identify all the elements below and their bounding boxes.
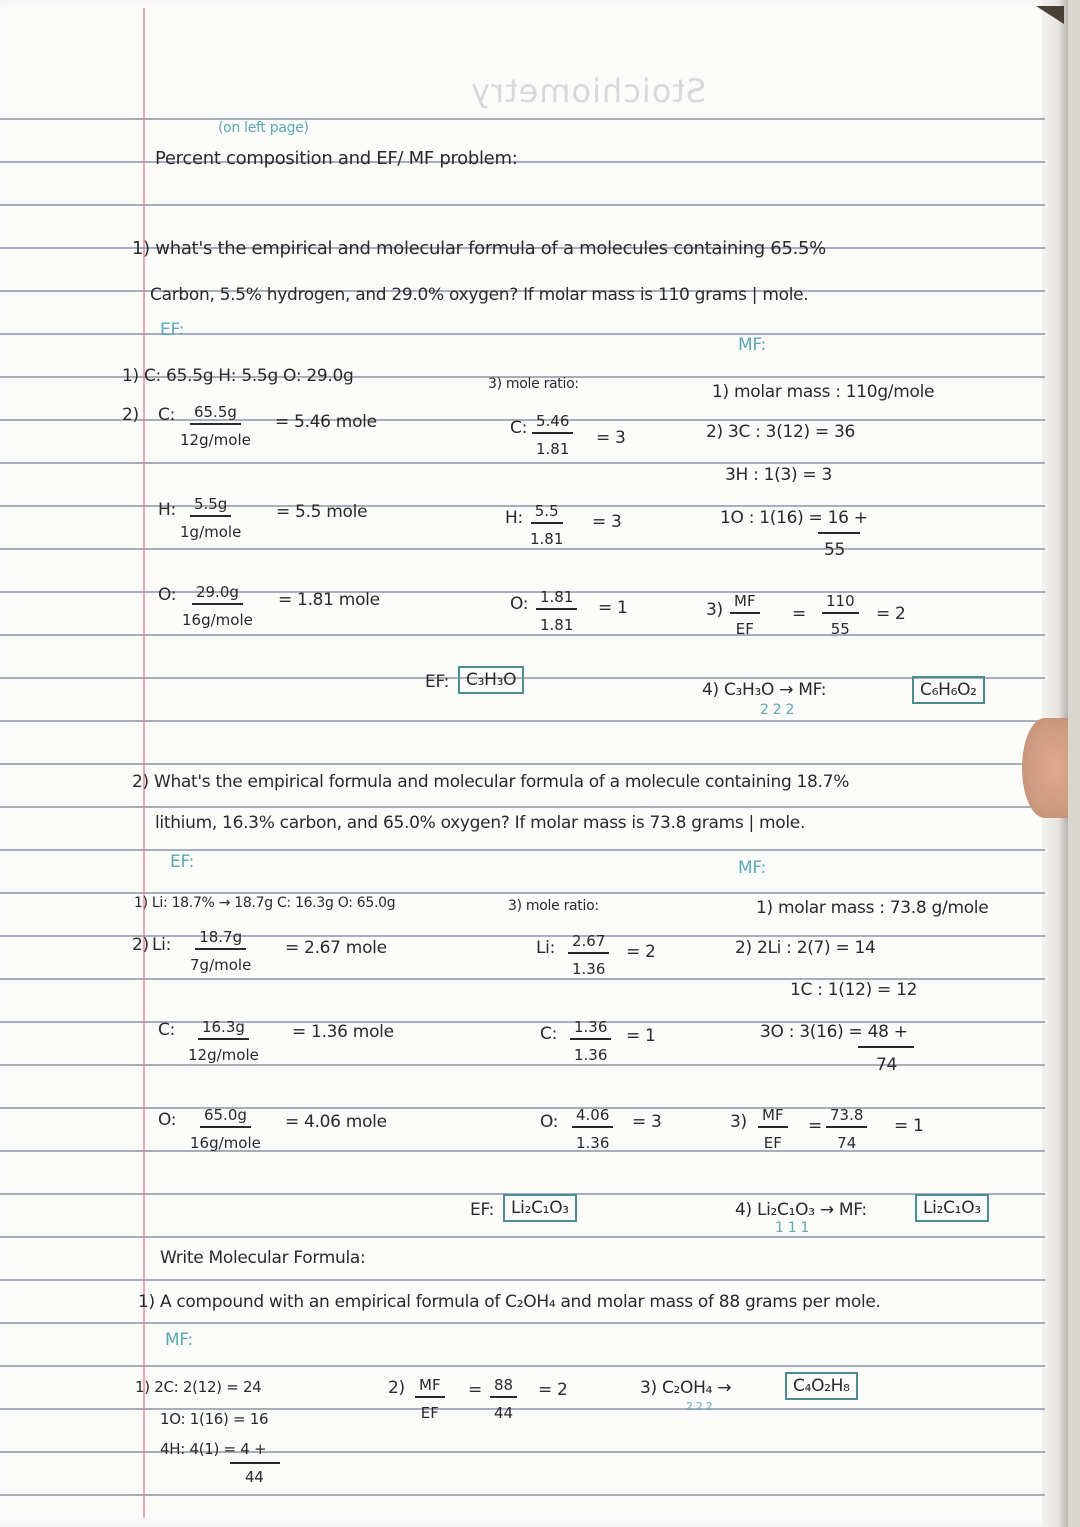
p3-step2-prefix: 2) <box>388 1378 405 1398</box>
p1-mole-o-el: O: <box>158 585 177 605</box>
p2-ratio-c-fraction: $\frac{1.36}{1.36}$ <box>570 1018 611 1064</box>
ruled-line <box>0 892 1045 894</box>
p2-mole-li-el: Li: <box>152 935 172 955</box>
p3-mf-result-box: C₄O₂H₈ <box>785 1372 858 1400</box>
p2-ratio-c-result: = 1 <box>626 1026 656 1046</box>
p2-mf-step2b: 1C : 1(12) = 12 <box>790 980 918 1000</box>
p1-ratio-c-el: C: <box>510 418 527 438</box>
p1-multipliers: 2 2 2 <box>760 702 795 718</box>
p2-mole-li-result: = 2.67 mole <box>285 938 387 958</box>
ruled-line <box>0 1322 1045 1324</box>
p3-step1c: 4H: 4(1) = 4 + <box>160 1440 267 1458</box>
p1-ratio-h-fraction: $\frac{5.5}{1.81}$ <box>530 502 564 548</box>
p2-ef-result-box: Li₂C₁O₃ <box>503 1194 577 1222</box>
ruled-line <box>0 1451 1045 1453</box>
p1-mole-o-result: = 1.81 mole <box>278 590 380 610</box>
p1-question-line2: Carbon, 5.5% hydrogen, and 29.0% oxygen? If molar mass is 110 grams | mole. <box>150 285 809 305</box>
p2-ratio-o-el: O: <box>540 1112 559 1132</box>
p1-mf-step4: 4) C₃H₃O → MF: <box>702 680 827 700</box>
p1-ratio-c-fraction: $\frac{5.46}{1.81}$ <box>532 412 573 458</box>
ruled-line <box>0 204 1045 206</box>
ruled-line <box>0 806 1045 808</box>
p3-total: 44 <box>245 1468 264 1486</box>
p2-step1: 1) Li: 18.7% → 18.7g C: 16.3g O: 65.0g <box>134 895 396 911</box>
p2-mole-o-result: = 4.06 mole <box>285 1112 387 1132</box>
p2-question-line2: lithium, 16.3% carbon, and 65.0% oxygen? If molar mass is 73.8 grams | mole. <box>155 813 806 833</box>
p1-ratio-o-el: O: <box>510 594 529 614</box>
p1-ef-result-label: EF: <box>425 672 450 692</box>
p3-88-over-44: $\frac{88}{44}$ <box>490 1376 517 1422</box>
ruled-line <box>0 1494 1045 1496</box>
p1-mole-h-result: = 5.5 mole <box>276 502 368 522</box>
p1-mf-result-box: C₆H₆O₂ <box>912 676 985 704</box>
p3-sum-line <box>230 1462 280 1464</box>
p1-sum-line <box>818 532 860 534</box>
ruled-line <box>0 462 1045 464</box>
equals-sign: = <box>468 1380 482 1400</box>
p3-step1b: 1O: 1(16) = 16 <box>160 1410 269 1428</box>
p1-mf-step2b: 3H : 1(3) = 3 <box>725 465 832 485</box>
p2-ratio-label: 3) mole ratio: <box>508 898 599 914</box>
p2-mf-step3-prefix: 3) <box>730 1112 747 1132</box>
ruled-line <box>0 1408 1045 1410</box>
p2-mf-step2a: 2) 2Li : 2(7) = 14 <box>735 938 876 958</box>
p1-question-line1: 1) what's the empirical and molecular formula of a molecules containing 65.5% <box>132 238 826 259</box>
p2-738-over-74: $\frac{73.8}{74}$ <box>826 1106 867 1152</box>
p1-ef-result-box: C₃H₃O <box>458 666 524 694</box>
ruled-line <box>0 591 1045 593</box>
ruled-line <box>0 634 1045 636</box>
p2-question-line1: 2) What's the empirical formula and molecular formula of a molecule containing 18.7% <box>132 772 850 792</box>
p3-question: 1) A compound with an empirical formula of C₂OH₄ and molar mass of 88 grams per mole. <box>138 1292 881 1312</box>
ruled-line <box>0 1107 1045 1109</box>
p1-ratio-label: 3) mole ratio: <box>488 376 579 392</box>
p1-mole-c-el: C: <box>158 405 175 425</box>
p1-mole-h-fraction: 5.5g 1g/mole <box>180 495 242 541</box>
p1-mole-h-el: H: <box>158 500 176 520</box>
p1-ratio-h-el: H: <box>505 508 523 528</box>
ruled-line <box>0 763 1045 765</box>
p3-multipliers: 2 2 2 <box>686 1400 713 1413</box>
p2-ratio-li-fraction: $\frac{2.67}{1.36}$ <box>568 932 609 978</box>
p1-mf-label: MF: <box>738 335 766 355</box>
ruled-line <box>0 1279 1045 1281</box>
p1-mole-c-fraction: 65.5g 12g/mole <box>180 403 251 449</box>
p3-step1a: 1) 2C: 2(12) = 24 <box>135 1378 262 1396</box>
p2-mole-c-fraction: 16.3g 12g/mole <box>188 1018 259 1064</box>
p1-mf-multiplier: = 2 <box>876 604 906 624</box>
p2-ratio-o-result: = 3 <box>632 1112 662 1132</box>
p2-mf-label: MF: <box>738 858 766 878</box>
p1-ratio-o-fraction: $\frac{1.81}{1.81}$ <box>536 588 577 634</box>
p2-mole-o-el: O: <box>158 1110 177 1130</box>
p2-mole-c-result: = 1.36 mole <box>292 1022 394 1042</box>
p3-multiplier: = 2 <box>538 1380 568 1400</box>
p3-mf-label: MF: <box>165 1330 193 1350</box>
ruled-line <box>0 548 1045 550</box>
p2-mf-step4: 4) Li₂C₁O₃ → MF: <box>735 1200 867 1220</box>
ruled-line <box>0 505 1045 507</box>
p2-mole-c-el: C: <box>158 1020 175 1040</box>
p2-ratio-li-el: Li: <box>536 938 556 958</box>
p2-mf-step1: 1) molar mass : 73.8 g/mole <box>756 898 989 918</box>
p2-ratio-o-fraction: $\frac{4.06}{1.36}$ <box>572 1106 613 1152</box>
p1-ratio-c-result: = 3 <box>596 428 626 448</box>
ruled-line <box>0 333 1045 335</box>
p1-step2-prefix: 2) <box>122 405 139 425</box>
annotation-note: (on left page) <box>218 120 309 136</box>
section-title: Percent composition and EF/ MF problem: <box>155 148 518 169</box>
equals-sign: = <box>808 1116 822 1136</box>
p2-mf-total: 74 <box>876 1055 898 1075</box>
p3-step3: 3) C₂OH₄ → <box>640 1378 732 1398</box>
p2-mf-result-box: Li₂C₁O₃ <box>915 1194 989 1222</box>
p2-mole-o-fraction: 65.0g 16g/mole <box>190 1106 261 1152</box>
ruled-line <box>0 1150 1045 1152</box>
ruled-line <box>0 1236 1045 1238</box>
ruled-line <box>0 720 1045 722</box>
p1-mf-step2c: 1O : 1(16) = 16 + <box>720 508 868 528</box>
bleed-through-title: Stoichiometry <box>470 72 707 110</box>
p1-mf-step3-prefix: 3) <box>706 600 723 620</box>
p2-ratio-li-result: = 2 <box>626 942 656 962</box>
p1-110-over-55: $\frac{110}{55}$ <box>822 592 859 638</box>
p1-ef-label: EF: <box>160 320 185 340</box>
p1-mf-step1: 1) molar mass : 110g/mole <box>712 382 935 402</box>
p1-mf-total: 55 <box>824 540 846 560</box>
equals-sign: = <box>792 604 806 624</box>
p3-mf-over-ef: $\frac{MF}{EF}$ <box>415 1376 445 1422</box>
p2-multipliers: 1 1 1 <box>775 1220 810 1236</box>
p2-ef-result-label: EF: <box>470 1200 495 1220</box>
p1-ratio-h-result: = 3 <box>592 512 622 532</box>
ruled-line <box>0 1365 1045 1367</box>
ruled-line <box>0 118 1045 120</box>
p2-mf-over-ef: $\frac{MF}{EF}$ <box>758 1106 788 1152</box>
p1-mf-step2a: 2) 3C : 3(12) = 36 <box>706 422 856 442</box>
p2-ratio-c-el: C: <box>540 1024 557 1044</box>
p1-mf-over-ef: $\frac{MF}{EF}$ <box>730 592 760 638</box>
p2-ef-label: EF: <box>170 852 195 872</box>
p2-mole-li-fraction: 18.7g 7g/mole <box>190 928 252 974</box>
p1-mole-o-fraction: 29.0g 16g/mole <box>182 583 253 629</box>
p2-mf-multiplier: = 1 <box>894 1116 924 1136</box>
p2-sum-line <box>858 1046 914 1048</box>
p2-step2-prefix: 2) <box>132 935 149 955</box>
p1-ratio-o-result: = 1 <box>598 598 628 618</box>
thumb <box>1022 718 1068 818</box>
p1-step1: 1) C: 65.5g H: 5.5g O: 29.0g <box>122 366 354 386</box>
ruled-line <box>0 849 1045 851</box>
p1-mole-c-result: = 5.46 mole <box>275 412 377 432</box>
p2-mf-step2c: 3O : 3(16) = 48 + <box>760 1022 908 1042</box>
p3-section-title: Write Molecular Formula: <box>160 1248 366 1268</box>
